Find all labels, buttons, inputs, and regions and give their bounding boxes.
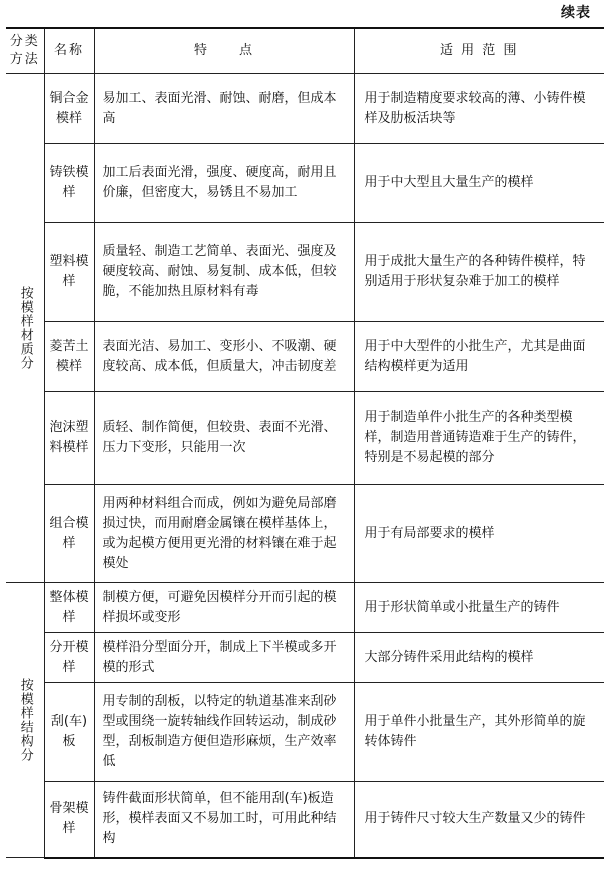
table-row [6, 683, 604, 782]
row-scope: 用于有局部要求的模样 [354, 485, 604, 583]
table-row [6, 485, 604, 583]
row-features: 铸件截面形状简单，但不能用刮(车)板造形，模样表面又不易加工时，可用此种结构 [94, 782, 354, 858]
table-row [6, 144, 604, 223]
row-name: 骨架模样 [44, 782, 94, 858]
row-name: 分开模样 [44, 633, 94, 683]
header-features: 特 点 [94, 28, 354, 74]
row-name: 整体模样 [44, 583, 94, 633]
header-name: 名称 [44, 28, 94, 74]
table-row [6, 633, 604, 683]
header-classification-line2: 方法 [9, 52, 40, 67]
row-scope: 用于单件小批量生产，其外形简单的旋转体铸件 [354, 683, 604, 782]
table-row [6, 322, 604, 392]
row-scope: 用于制造精度要求较高的薄、小铸件模样及肋板活块等 [354, 74, 604, 144]
header-classification [6, 28, 44, 74]
row-name: 铸铁模样 [44, 144, 94, 223]
row-features: 用专制的刮板，以特定的轨道基准来刮砂型或围绕一旋转轴线作回转运动，制成砂型，刮板制造方便但造形麻烦，生产效率低 [94, 683, 354, 782]
row-name: 菱苦土模样 [44, 322, 94, 392]
row-name: 泡沫塑料模样 [44, 392, 94, 485]
table-row [6, 74, 604, 144]
row-scope: 用于形状简单或小批量生产的铸件 [354, 583, 604, 633]
row-name: 组合模样 [44, 485, 94, 583]
category-cell-structure [6, 583, 44, 858]
category-label-material: 按模样材质分 [17, 286, 33, 370]
row-features: 质轻、制作简便，但较贵、表面不光滑、压力下变形，只能用一次 [94, 392, 354, 485]
header-classification-line1: 分类 [9, 34, 40, 49]
row-name: 铜合金模样 [44, 74, 94, 144]
table-row [6, 583, 604, 633]
table-row [6, 392, 604, 485]
category-label-structure: 按模样结构分 [17, 678, 33, 762]
continued-label: 续表 [561, 5, 591, 21]
row-features: 质量轻、制造工艺简单、表面光、强度及硬度较高、耐蚀、易复制、成本低，但较脆，不能加热且原材料有毒 [94, 223, 354, 322]
row-features: 加工后表面光滑，强度、硬度高，耐用且价廉，但密度大，易锈且不易加工 [94, 144, 354, 223]
row-name: 塑料模样 [44, 223, 94, 322]
row-scope: 用于制造单件小批生产的各种类型模样，制造用普通铸造难于生产的铸件，特别是不易起模的部分 [354, 392, 604, 485]
row-features: 制模方便，可避免因模样分开而引起的模样损坏或变形 [94, 583, 354, 633]
table-row [6, 223, 604, 322]
row-features: 模样沿分型面分开，制成上下半模或多开模的形式 [94, 633, 354, 683]
pattern-classification-table [6, 27, 604, 859]
row-features: 用两种材料组合而成，例如为避免局部磨损过快，而用耐磨金属镶在模样基体上，或为起模方便用更光滑的材料镶在难于起模处 [94, 485, 354, 583]
row-features: 易加工、表面光滑、耐蚀、耐磨，但成本高 [94, 74, 354, 144]
category-cell-material [6, 74, 44, 583]
row-name: 刮(车)板 [44, 683, 94, 782]
row-scope: 用于铸件尺寸较大生产数量又少的铸件 [354, 782, 604, 858]
table-row [6, 782, 604, 858]
header-row [6, 28, 604, 74]
row-scope: 用于成批大量生产的各种铸件模样，特别适用于形状复杂难于加工的模样 [354, 223, 604, 322]
row-scope: 大部分铸件采用此结构的模样 [354, 633, 604, 683]
row-scope: 用于中大型件的小批生产，尤其是曲面结构模样更为适用 [354, 322, 604, 392]
row-scope: 用于中大型且大量生产的模样 [354, 144, 604, 223]
row-features: 表面光洁、易加工、变形小、不吸潮、硬度较高、成本低，但质量大，冲击韧度差 [94, 322, 354, 392]
header-scope: 适 用 范 围 [354, 28, 604, 74]
